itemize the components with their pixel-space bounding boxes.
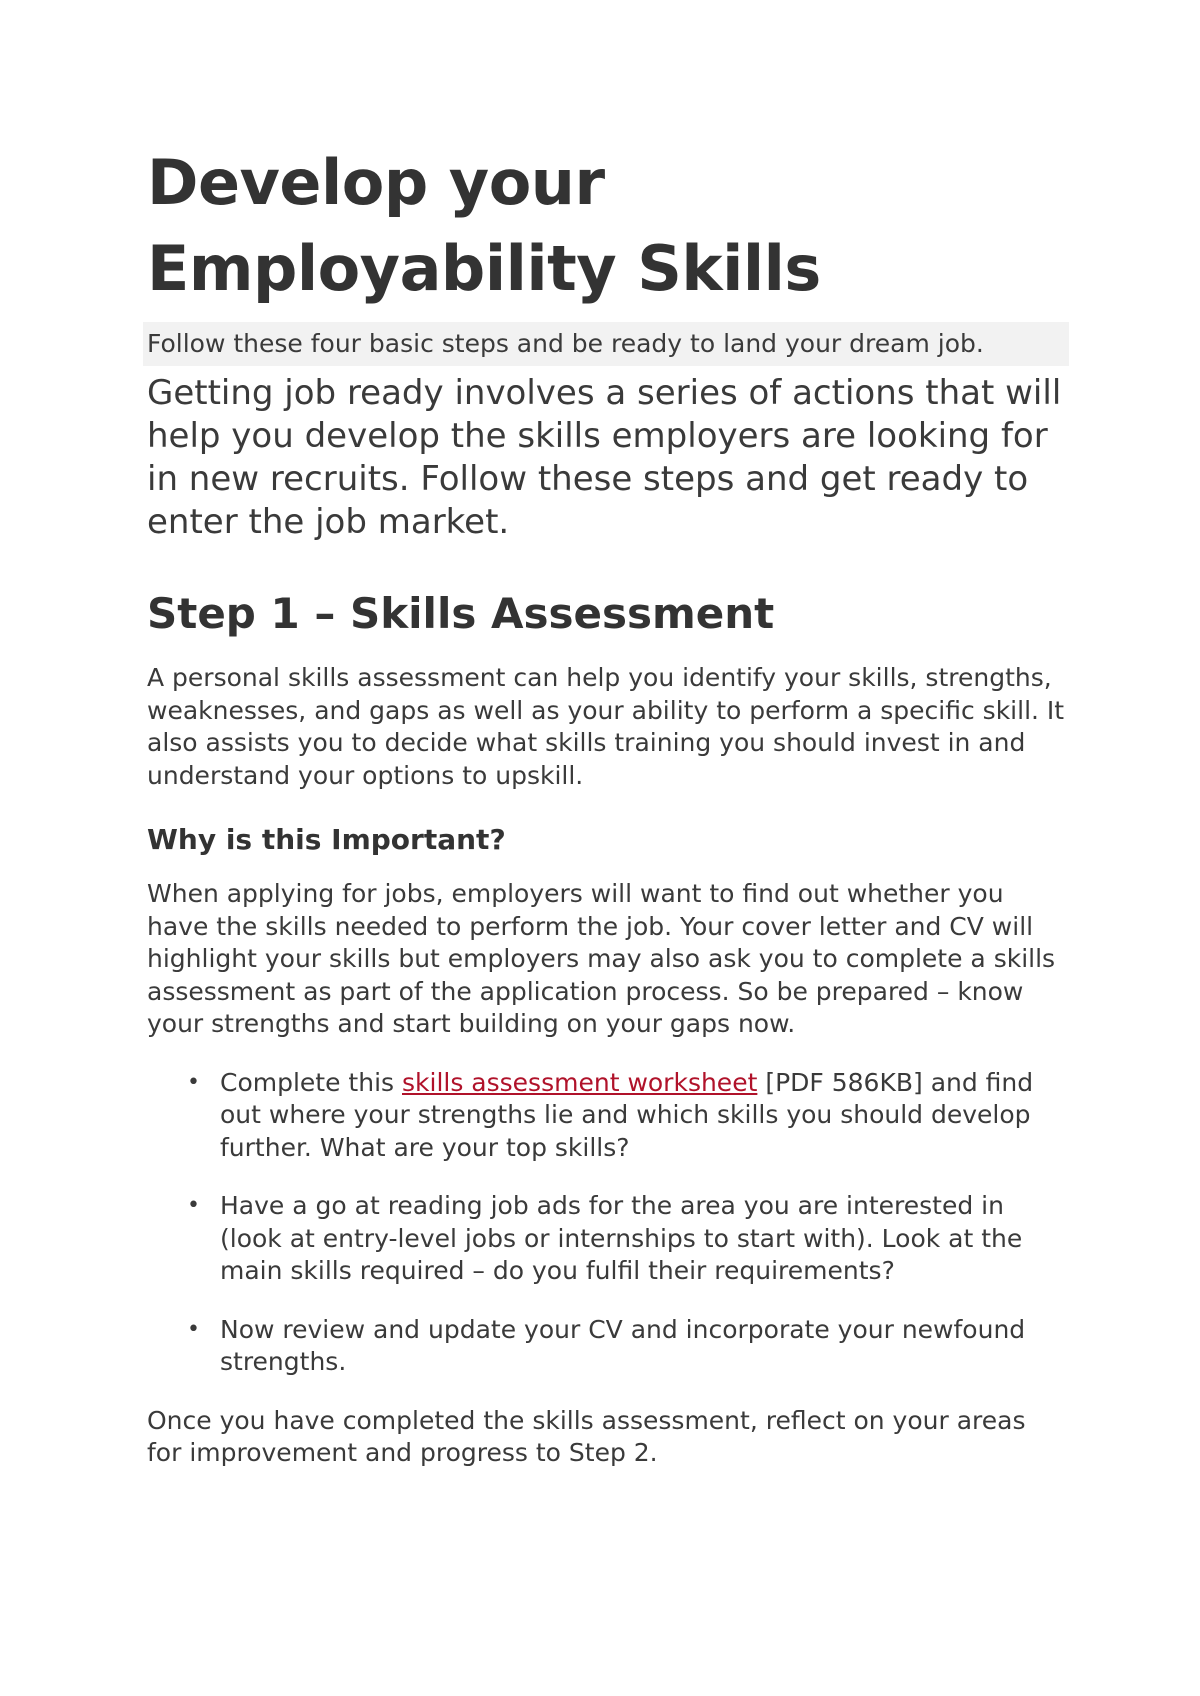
list-item bbox=[147, 1067, 1067, 1165]
document-page bbox=[147, 140, 1067, 1470]
step1-intro: A personal skills assessment can help you identify your skills, strengths, weaknesses, and gaps as well as your ability to perform a specific skill. It also assists you to decide what skills training you should invest in and understand your options to upskill. bbox=[147, 663, 1065, 790]
page-title: Develop your Employability Skills bbox=[147, 146, 821, 305]
bullet-icon: • bbox=[187, 1069, 200, 1095]
bullet-text-after: [PDF 586KB] and find out where your strengths lie and which skills you should develop further. What are your top skills? bbox=[220, 1067, 1034, 1162]
bullet-icon: • bbox=[187, 1316, 200, 1342]
step1-bullet-list bbox=[147, 1067, 1067, 1379]
bullet-text-before: Complete this bbox=[220, 1067, 402, 1097]
bullet-text: Now review and update your CV and incorporate your newfound strengths. bbox=[220, 1314, 1026, 1376]
step1-heading: Step 1 – Skills Assessment bbox=[147, 589, 775, 638]
bullet-icon: • bbox=[187, 1193, 200, 1218]
closing-paragraph: Once you have completed the skills assessment, reflect on your areas for improvement and progress to Step 2. bbox=[147, 1405, 1026, 1467]
list-item bbox=[147, 1314, 1067, 1379]
list-item bbox=[147, 1190, 1067, 1288]
why-important-text: When applying for jobs, employers will want to find out whether you have the skills needed to perform the job. Your cover letter and CV will highlight your skills but employers may also ask you to complete a skills assessment as part of the application process. So be prepared – know your strengths and start building on your gaps now. bbox=[147, 879, 1056, 1038]
lead-paragraph: Getting job ready involves a series of actions that will help you develop the skills employers are looking for in new recruits. Follow these steps and get ready to enter the job market. bbox=[147, 373, 1062, 542]
page-subtitle: Follow these four basic steps and be ready to land your dream job. bbox=[143, 322, 1069, 366]
skills-assessment-worksheet-link[interactable]: skills assessment worksheet bbox=[402, 1067, 758, 1097]
bullet-text: Have a go at reading job ads for the area you are interested in (look at entry-level jobs or internships to start with). Look at the main skills required – do you fulfil their requirements? bbox=[220, 1191, 1023, 1285]
why-important-heading: Why is this Important? bbox=[147, 823, 506, 856]
